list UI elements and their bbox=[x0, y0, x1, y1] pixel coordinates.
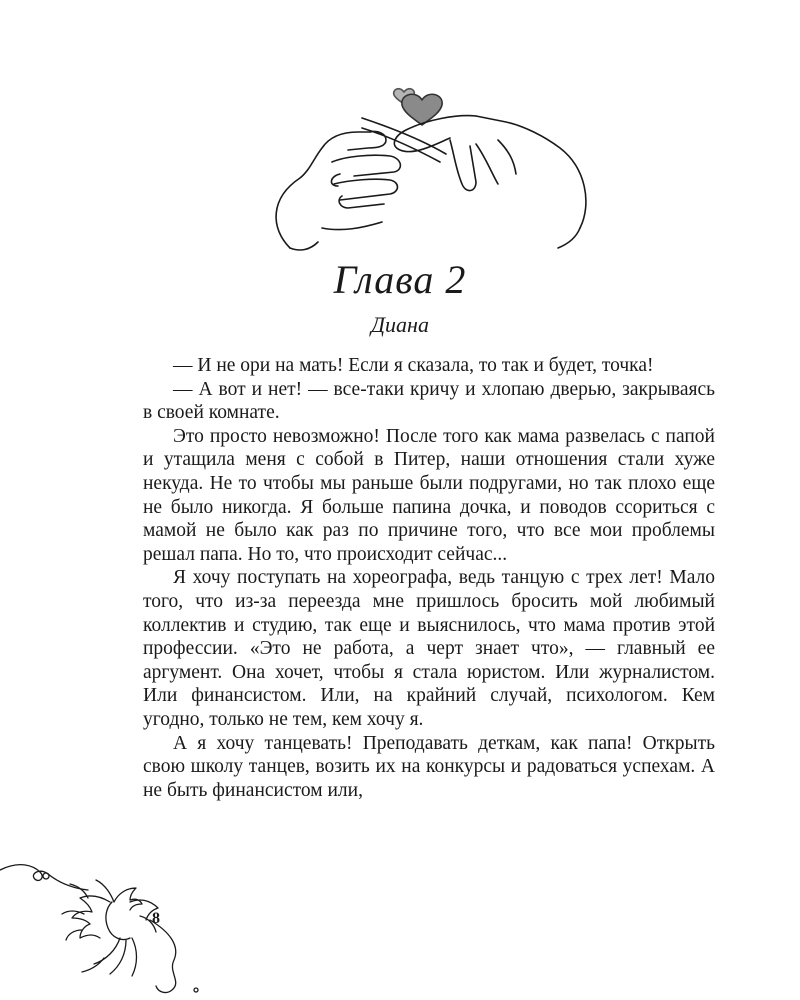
page-number: 8 bbox=[152, 910, 160, 927]
paragraph: А я хочу танцевать! Преподавать деткам, как папа! Открыть свою школу танцев, возить их на конкурсы и радоваться успехам. А не быть финансистом или, bbox=[143, 732, 715, 801]
paragraph: — И не ори на мать! Если я сказала, то так и будет, точка! bbox=[173, 355, 654, 376]
chapter-subtitle: Диана bbox=[371, 312, 429, 337]
chapter-title: Глава 2 bbox=[333, 257, 467, 302]
chapter-body bbox=[143, 354, 715, 802]
phoenix-bird-icon bbox=[0, 840, 240, 1000]
paragraph: Я хочу поступать на хореографа, ведь танцую с трех лет! Мало того, что из-за переезда мне пришлось бросить мой любимый коллектив и студию, так еще и выяснилось, что мама против этой профессии. «Это не работа, а черт знает что», — главный ее аргумент. Она хочет, чтобы я стала юристом. Или журналистом. Или финансистом. Или, на крайний случай, психологом. Кем угодно, только не тем, кем хочу я. bbox=[143, 567, 715, 730]
paragraph: — А вот и нет! — все-таки кричу и хлопаю дверью, закрываясь в своей комнате. bbox=[143, 378, 715, 424]
hands-heart-icon bbox=[262, 78, 592, 258]
paragraph: Это просто невозможно! После того как мама развелась с папой и утащила меня с собой в Питер, наши отношения стали хуже некуда. Не то чтобы мы раньше были подругами, но так плохо еще не было никогда. Я больше папина дочка, и поводов ссориться с мамой не было как раз по причине того, что все мои проблемы решал папа. Но то, что происходит сейчас... bbox=[143, 425, 715, 565]
